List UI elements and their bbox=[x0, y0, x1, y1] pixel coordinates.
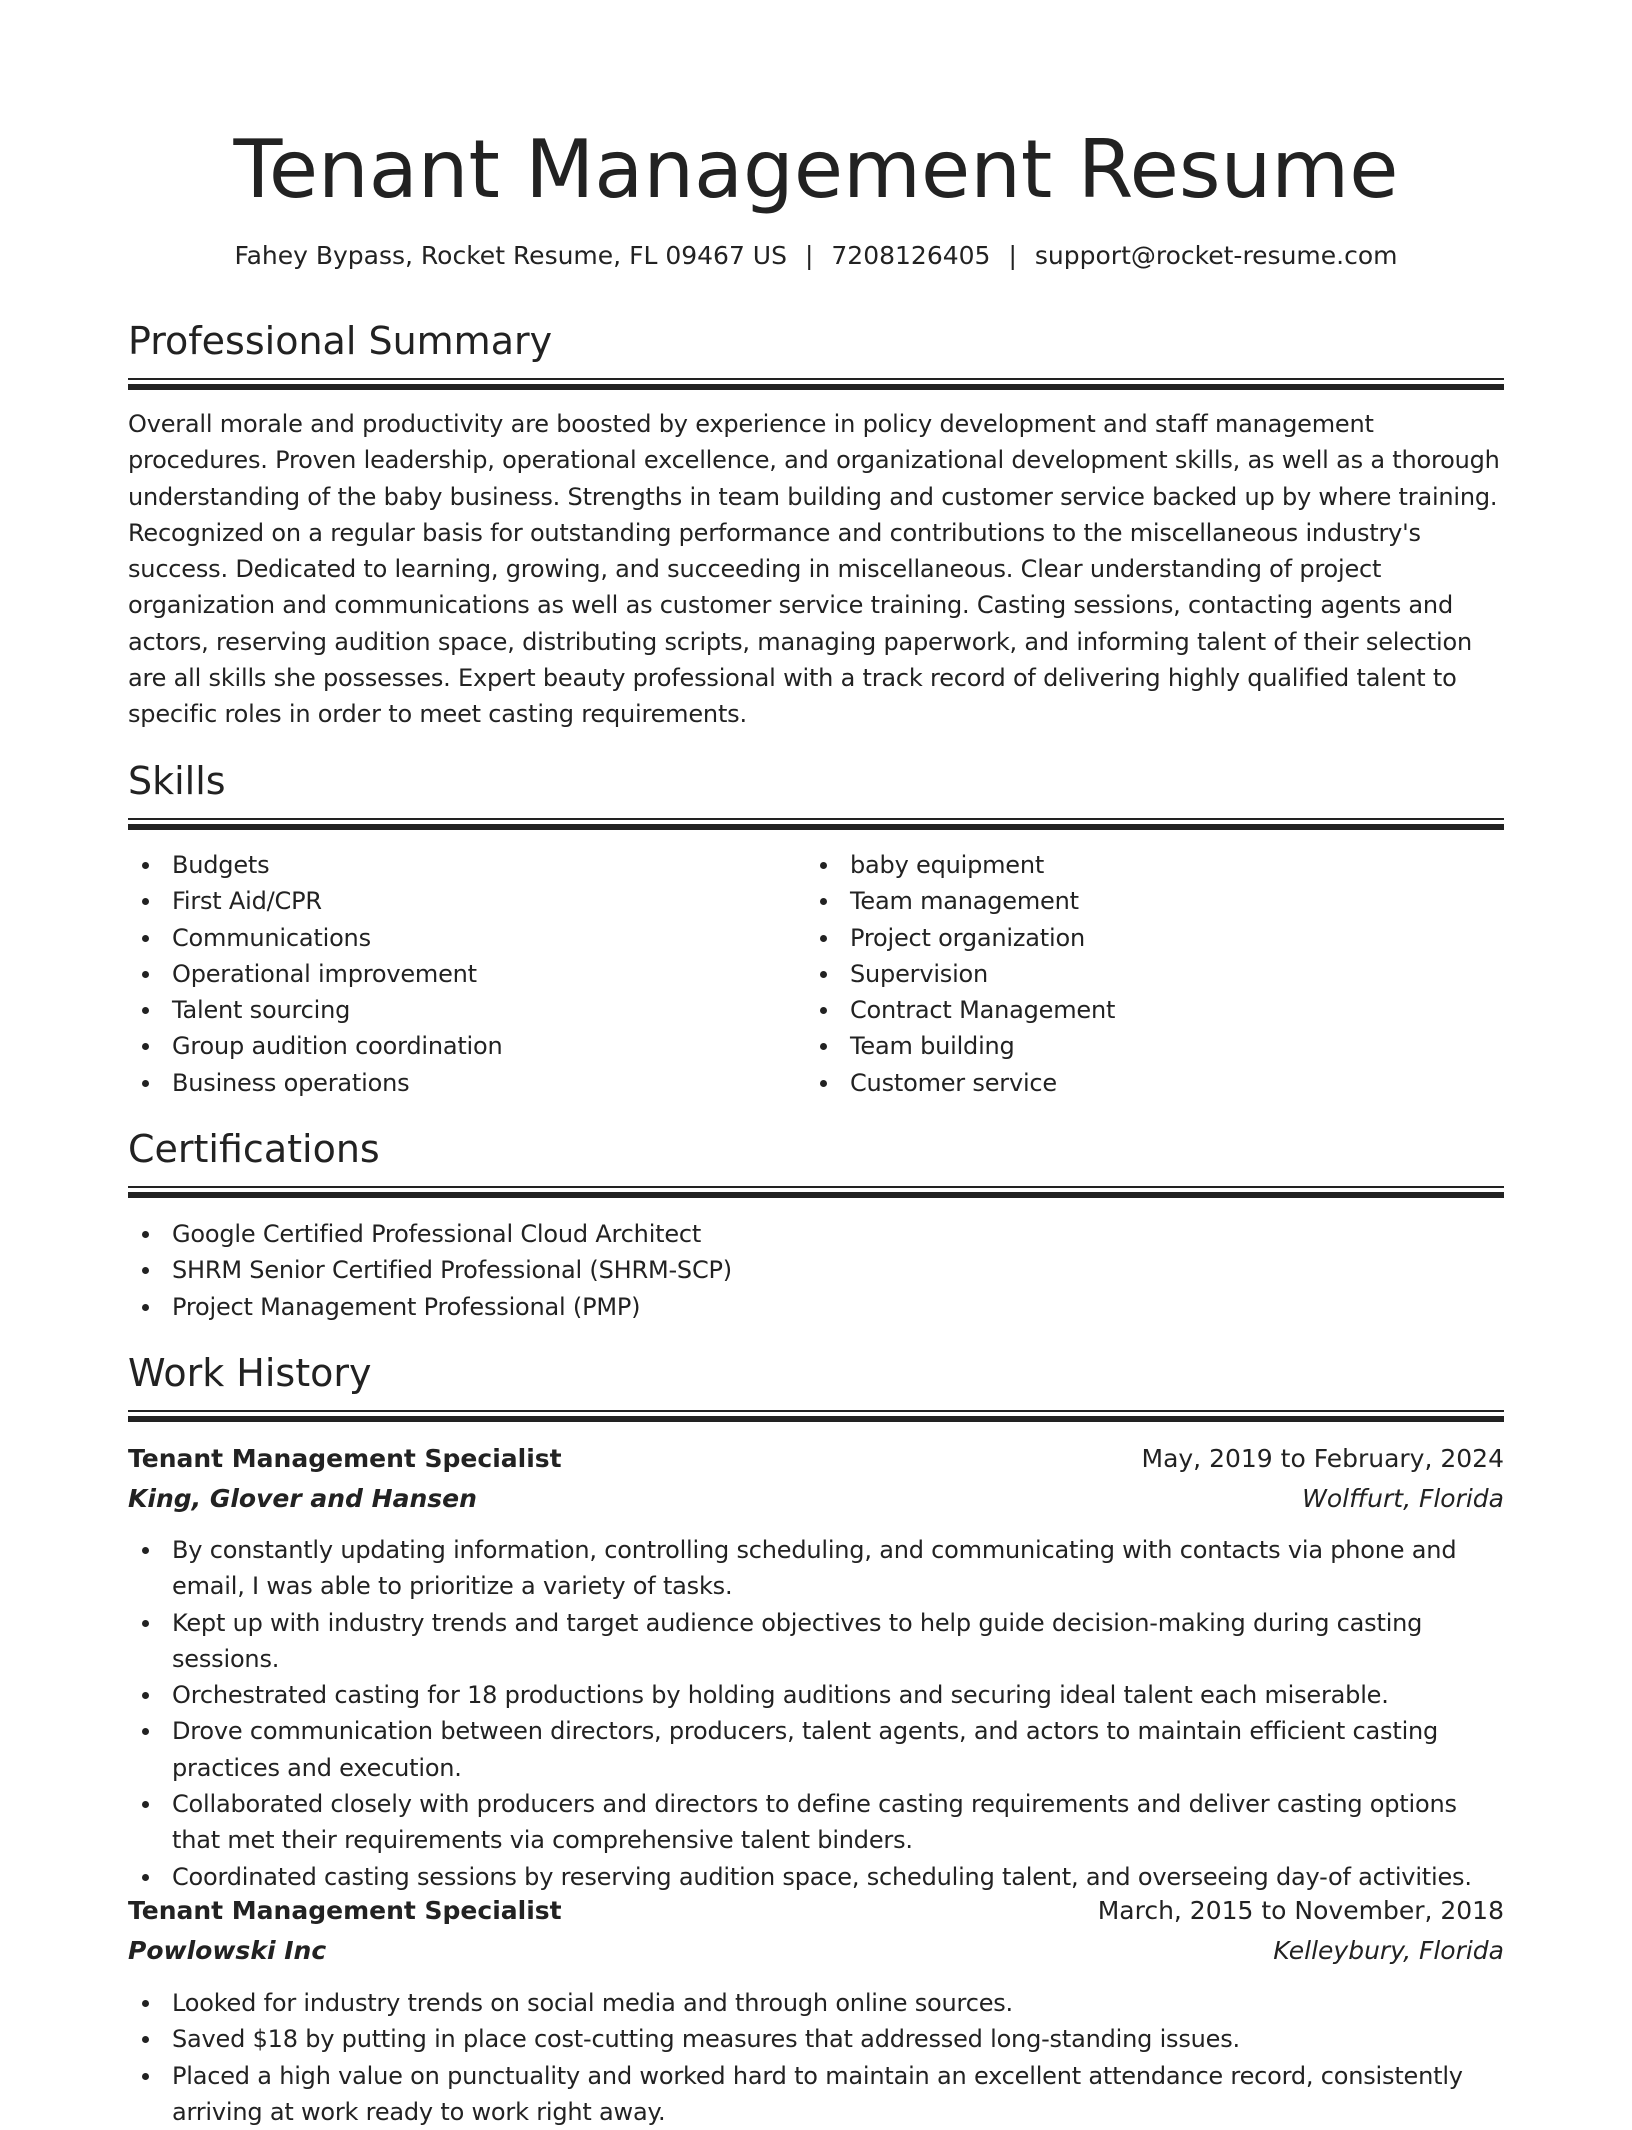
summary-section bbox=[128, 316, 1504, 380]
skill-item: Contract Management bbox=[806, 992, 1446, 1028]
contact-separator: | bbox=[1008, 241, 1017, 270]
section-heading-summary: Professional Summary bbox=[128, 319, 553, 363]
skill-item: Team building bbox=[806, 1028, 1446, 1064]
skills-list-right bbox=[806, 847, 1446, 1101]
skill-item: Communications bbox=[128, 920, 768, 956]
skills-right-column bbox=[806, 847, 1446, 1101]
job-bullet-list bbox=[128, 1985, 1504, 2130]
certification-item: Google Certified Professional Cloud Architect bbox=[128, 1216, 1504, 1252]
skill-item: First Aid/CPR bbox=[128, 883, 768, 919]
skills-section bbox=[128, 756, 1504, 820]
job-dates: May, 2019 to February, 2024 bbox=[1141, 1444, 1504, 1473]
section-heading-skills: Skills bbox=[128, 759, 226, 803]
contact-address: Fahey Bypass, Rocket Resume, FL 09467 US bbox=[234, 241, 787, 270]
skill-item: Talent sourcing bbox=[128, 992, 768, 1028]
section-heading-certifications: Certifications bbox=[128, 1127, 380, 1171]
section-heading-work-history: Work History bbox=[128, 1351, 372, 1395]
job-bullet: Kept up with industry trends and target audience objectives to help guide decision-making during casting sessions. bbox=[128, 1605, 1504, 1678]
contact-email: support@rocket-resume.com bbox=[1034, 241, 1398, 270]
job-bullet: By constantly updating information, controlling scheduling, and communicating with contacts via phone and email, I was able to prioritize a variety of tasks. bbox=[128, 1532, 1504, 1605]
skill-item: Operational improvement bbox=[128, 956, 768, 992]
skill-item: baby equipment bbox=[806, 847, 1446, 883]
skill-item: Business operations bbox=[128, 1065, 768, 1101]
section-divider bbox=[128, 818, 1504, 820]
skill-item: Group audition coordination bbox=[128, 1028, 768, 1064]
job-location: Kelleybury, Florida bbox=[1273, 1936, 1504, 1965]
summary-text: Overall morale and productivity are boosted by experience in policy development and staff management procedures. Proven leadership, operational excellence, and organizational development skills, as well as a thorough understanding of the baby business. Strengths in team building and customer service backed up by where training. Recognized on a regular basis for outstanding performance and contributions to the miscellaneous industry's success. Dedicated to learning, growing, and succeeding in miscellaneous. Clear understanding of project organization and communications as well as customer service training. Casting sessions, contacting agents and actors, reserving audition space, distributing scripts, managing paperwork, and informing talent of their selection are all skills she possesses. Expert beauty professional with a track record of delivering highly qualified talent to specific roles in order to meet casting requirements. bbox=[128, 410, 1500, 729]
skills-list-left bbox=[128, 847, 768, 1101]
job-title: Tenant Management Specialist bbox=[128, 1444, 562, 1473]
job-title: Tenant Management Specialist bbox=[128, 1896, 562, 1925]
certifications-section bbox=[128, 1124, 1504, 1188]
job-bullet: Drove communication between directors, producers, talent agents, and actors to maintain efficient casting practices and execution. bbox=[128, 1713, 1504, 1786]
skills-left-column bbox=[128, 847, 768, 1101]
skill-item: Project organization bbox=[806, 920, 1446, 956]
job-bullet: Collaborated closely with producers and directors to define casting requirements and deliver casting options that met their requirements via comprehensive talent binders. bbox=[128, 1786, 1504, 1859]
resume-title: Tenant Management Resume bbox=[233, 123, 1399, 216]
job-dates: March, 2015 to November, 2018 bbox=[1097, 1896, 1504, 1925]
skill-item: Budgets bbox=[128, 847, 768, 883]
job-bullet: Looked for industry trends on social media and through online sources. bbox=[128, 1985, 1504, 2021]
contact-separator: | bbox=[804, 241, 814, 270]
certification-item: SHRM Senior Certified Professional (SHRM-SCP) bbox=[128, 1252, 1504, 1288]
job-bullet: Orchestrated casting for 18 productions by holding auditions and securing ideal talent each miserable. bbox=[128, 1677, 1504, 1713]
certification-item: Project Management Professional (PMP) bbox=[128, 1289, 1504, 1325]
skill-item: Team management bbox=[806, 883, 1446, 919]
contact-line bbox=[128, 238, 1504, 274]
work-history-section bbox=[128, 1348, 1504, 1412]
job-company: Powlowski Inc bbox=[128, 1936, 327, 1965]
job-company: King, Glover and Hansen bbox=[128, 1484, 477, 1513]
job-bullet: Saved $18 by putting in place cost-cutting measures that addressed long-standing issues. bbox=[128, 2021, 1504, 2057]
job-location: Wolffurt, Florida bbox=[1302, 1484, 1504, 1513]
skill-item: Customer service bbox=[806, 1065, 1446, 1101]
job-bullet-list bbox=[128, 1532, 1504, 1895]
section-divider bbox=[128, 378, 1504, 380]
job-responsibilities bbox=[128, 1532, 1504, 1895]
skill-item: Supervision bbox=[806, 956, 1446, 992]
job-bullet: Placed a high value on punctuality and worked hard to maintain an excellent attendance record, consistently arriving at work ready to work right away. bbox=[128, 2058, 1504, 2130]
contact-phone: 7208126405 bbox=[831, 241, 991, 270]
certifications-list-wrap bbox=[128, 1216, 1504, 1325]
certifications-list bbox=[128, 1216, 1504, 1325]
job-bullet: Coordinated casting sessions by reserving audition space, scheduling talent, and overseeing day-of activities. bbox=[128, 1859, 1504, 1895]
section-divider bbox=[128, 1410, 1504, 1412]
section-divider bbox=[128, 1186, 1504, 1188]
job-responsibilities bbox=[128, 1985, 1504, 2130]
